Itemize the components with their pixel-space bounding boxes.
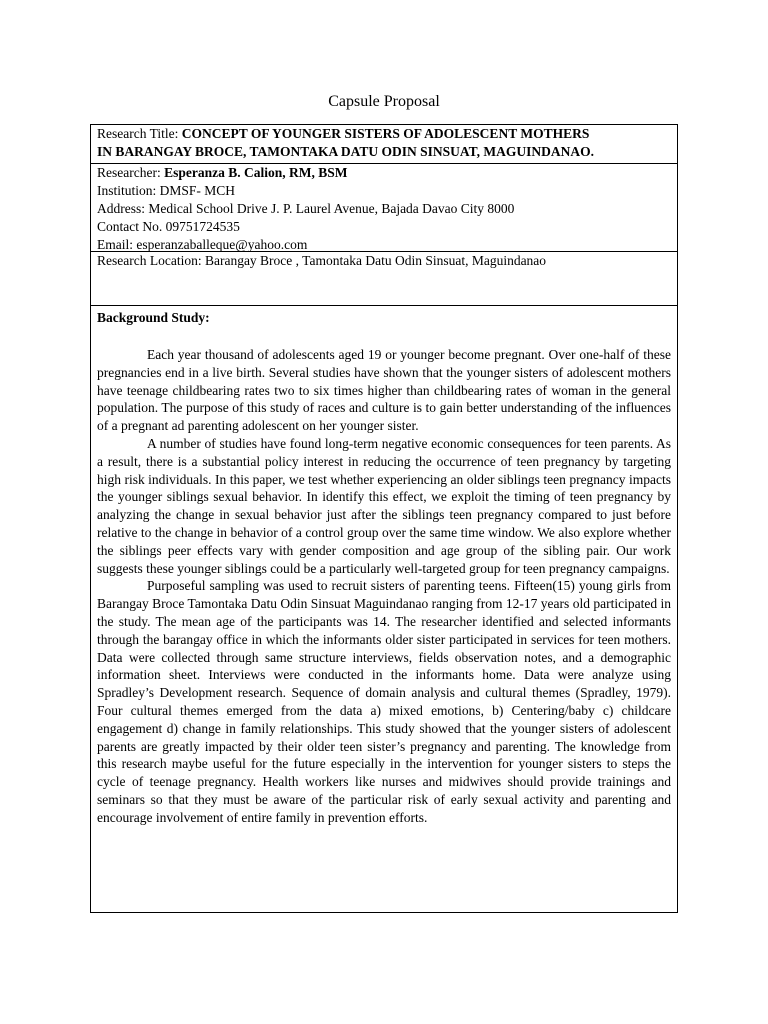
research-location-line: Research Location: Barangay Broce , Tamontaka Datu Odin Sinsuat, Maguindanao xyxy=(97,253,547,268)
address-line: Address: Medical School Drive J. P. Laurel Avenue, Bajada Davao City 8000 xyxy=(97,201,515,216)
researcher-info-cell xyxy=(91,163,677,251)
background-paragraph-2: A number of studies have found long-term negative economic consequences for teen parents. As a result, there is a substantial policy interest in reducing the occurrence of teen pregnancy by targeting high risk individuals. In this paper, we test whether experiencing an older siblings teen pregnancy impacts the younger siblings sexual behavior. In identify this effect, we exploit the timing of teen pregnancy by analyzing the change in sexual behavior just after the siblings teen pregnancy compared to just before relative to the change in behavior of a control group over the same time window. We also explore whether the siblings peer effects vary with gender composition and age group of the sibling pair. Our work suggests these younger siblings could be a particularly well-targeted group for teen pregnancy campaigns. xyxy=(97,435,671,576)
research-title-cell xyxy=(91,125,677,163)
background-paragraph-3: Purposeful sampling was used to recruit sisters of parenting teens. Fifteen(15) young girls from Barangay Broce Tamontaka Datu Odin Sinsuat Maguindanao ranging from 12-17 years old participated in the study. The mean age of the participants was 14. The researcher identified and selected informants through the barangay office in which the informants older sister participated in services for teen mothers. Data were collected through same structure interviews, fields observation notes, and a demographic information sheet. Interviews were conducted in the informants home. Data were analyze using Spradley’s Development research. Sequence of domain analysis and cultural themes (Spradley, 1979). Four cultural themes emerged from the data a) mixed emotions, b) Centering/baby c) childcare engagement d) change in family relationships. This study showed that the younger sisters of adolescent parents are greatly impacted by their older teen sister’s pregnancy and parenting. The knowledge from this research maybe useful for the future especially in the intervention for younger sisters to steps the cycle of teenage pregnancy. Health workers like nurses and midwives should provide trainings and seminars so that they must be aware of the particular risk of early sexual activity and parenting and encourage involvement of entire family in prevention efforts. xyxy=(97,578,671,825)
background-study-heading: Background Study: xyxy=(97,310,210,325)
researcher-label: Researcher: xyxy=(97,165,161,180)
background-study-cell xyxy=(91,305,677,912)
researcher-name: Esperanza B. Calion, RM, BSM xyxy=(164,165,348,180)
research-location-cell xyxy=(91,251,677,305)
research-title-line-2: IN BARANGAY BROCE, TAMONTAKA DATU ODIN SINSUAT, MAGUINDANAO. xyxy=(97,144,595,159)
institution-line: Institution: DMSF- MCH xyxy=(97,183,236,198)
proposal-table xyxy=(90,124,678,913)
research-title-line-1: CONCEPT OF YOUNGER SISTERS OF ADOLESCENT MOTHERS xyxy=(181,126,590,141)
contact-line: Contact No. 09751724535 xyxy=(97,219,240,234)
research-title-label: Research Title: xyxy=(97,126,179,141)
document-title: Capsule Proposal xyxy=(328,93,440,110)
email-line: Email: esperanzaballeque@yahoo.com xyxy=(97,237,308,252)
background-study-body xyxy=(97,346,671,827)
background-paragraph-1: Each year thousand of adolescents aged 19 or younger become pregnant. Over one-half of these pregnancies end in a live birth. Several studies have shown that the younger sisters of adolescent mothers have teenage childbearing rates two to six times higher than childbearing rates of woman in the general population. The purpose of this study of races and culture is to gain better understanding of the influences of a pregnant ad parenting adolescent on her younger sister. xyxy=(97,347,671,434)
